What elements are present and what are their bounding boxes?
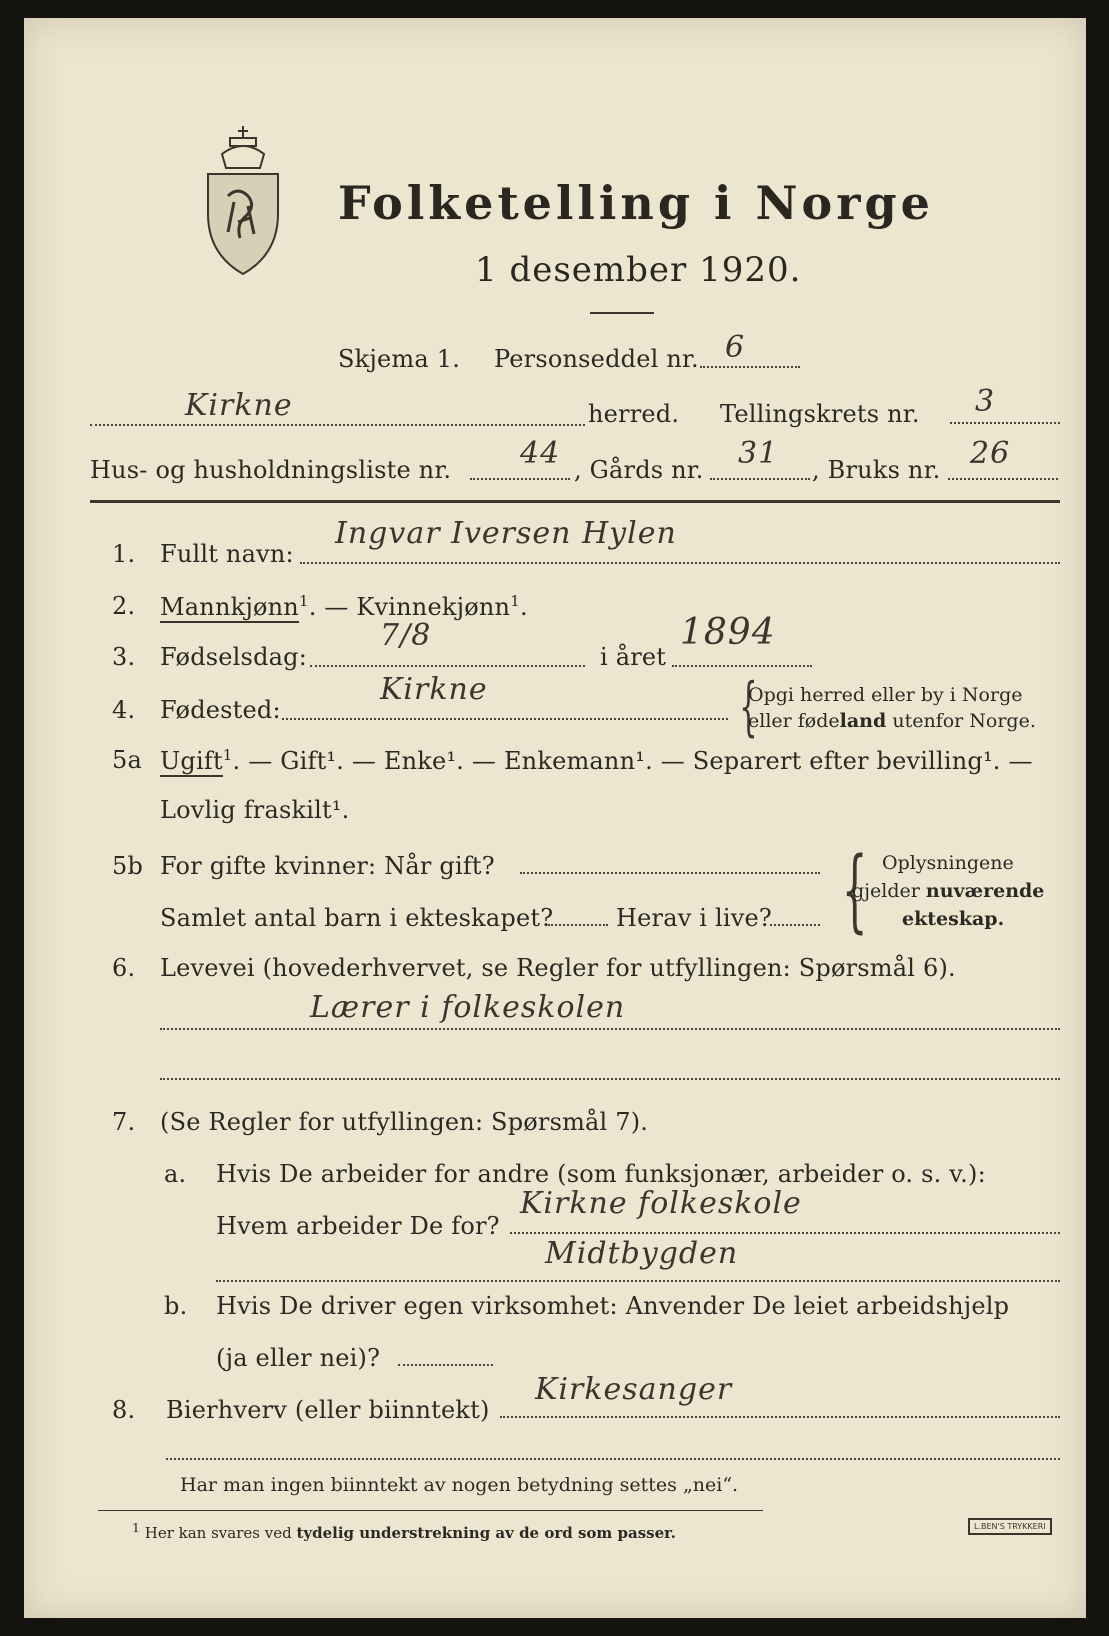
q5b-note3: ekteskap.: [902, 908, 1005, 930]
q6-number: 6.: [112, 954, 136, 982]
q8-line1: [500, 1416, 1060, 1418]
q5b-live-line: [770, 924, 820, 926]
q5b-gift-line: [520, 872, 820, 874]
q1-label: Fullt navn:: [160, 540, 294, 568]
q5b-note2: gjelder nuværende: [852, 880, 1045, 902]
q7a-value1[interactable]: Kirkne folkeskole: [520, 1186, 802, 1221]
personseddel-line: [700, 366, 800, 368]
q5b-note-brace: {: [841, 838, 868, 943]
bruks-value[interactable]: 26: [970, 436, 1011, 471]
q3-line: [310, 665, 585, 667]
husliste-line: [470, 478, 570, 480]
q5b-line2b: Herav i live?: [616, 904, 772, 932]
personseddel-label: Personseddel nr.: [494, 345, 699, 373]
gards-line: [710, 478, 810, 480]
q5a-other-options[interactable]: . — Gift¹. — Enke¹. — Enkemann¹. — Separert efter bevilling¹. —: [232, 747, 1033, 775]
q2-male-option[interactable]: Mannkjønn: [160, 593, 299, 621]
form-date: 1 desember 1920.: [475, 250, 802, 290]
q6-line1: [160, 1028, 1060, 1030]
q4-number: 4.: [112, 696, 136, 724]
personseddel-value[interactable]: 6: [725, 330, 746, 365]
tellingskrets-value[interactable]: 3: [975, 384, 996, 419]
q7b-question: (ja eller nei)?: [216, 1344, 381, 1372]
q2-options: Mannkjønn$^1$. — Kvinnekjønn$^1$.: [160, 592, 528, 621]
husliste-label: Hus- og husholdningsliste nr.: [90, 456, 452, 484]
q4-note-brace: {: [739, 670, 758, 744]
q5b-line2a: Samlet antal barn i ekteskapet?: [160, 904, 554, 932]
norway-coat-of-arms-icon: [200, 126, 286, 278]
gards-label: , Gårds nr.: [574, 456, 704, 484]
q3-year-line: [672, 665, 812, 667]
q6-label: Levevei (hovederhvervet, se Regler for utfyllingen: Spørsmål 6).: [160, 954, 956, 982]
q5a-number: 5a: [112, 746, 142, 774]
q8-label: Bierhverv (eller biinntekt): [166, 1396, 490, 1424]
herred-value[interactable]: Kirkne: [185, 388, 293, 423]
herred-label: herred.: [588, 400, 680, 428]
q6-value[interactable]: Lærer i folkeskolen: [310, 990, 626, 1025]
tellingskrets-line: [950, 422, 1060, 424]
schema-label: Skjema 1.: [338, 345, 461, 373]
q7a-value2[interactable]: Midtbygden: [545, 1236, 739, 1271]
tellingskrets-label: Tellingskrets nr.: [720, 400, 920, 428]
q3-label: Fødselsdag:: [160, 643, 307, 671]
q5b-line1: For gifte kvinner: Når gift?: [160, 852, 495, 880]
q7a-text: Hvis De arbeider for andre (som funksjonær, arbeider o. s. v.):: [216, 1160, 986, 1188]
q4-label: Fødested:: [160, 696, 281, 724]
printer-stamp: L.BEN'S TRYKKERI: [968, 1518, 1052, 1535]
q3-year-value[interactable]: 1894: [680, 612, 776, 653]
header-divider: [90, 500, 1060, 503]
gards-value[interactable]: 31: [738, 436, 779, 471]
q4-note-line1: Opgi herred eller by i Norge: [748, 684, 1023, 706]
footnote: $^1$ Her kan svares ved tydelig understrekning av de ord som passer.: [132, 1520, 676, 1542]
q5a-options: Ugift$^1$. — Gift¹. — Enke¹. — Enkemann¹. — Separert efter bevilling¹. —: [160, 746, 1033, 775]
footnote-divider: [98, 1510, 763, 1511]
q3-number: 3.: [112, 643, 136, 671]
q1-value[interactable]: Ingvar Iversen Hylen: [335, 516, 677, 551]
q1-number: 1.: [112, 540, 136, 568]
q7-number: 7.: [112, 1108, 136, 1136]
bruks-label: , Bruks nr.: [812, 456, 941, 484]
q5b-note1: Oplysningene: [882, 852, 1014, 874]
q5b-number: 5b: [112, 852, 144, 880]
q7b-line: [398, 1364, 493, 1366]
bruks-line: [948, 478, 1058, 480]
q7a-number: a.: [164, 1160, 187, 1188]
q7b-text: Hvis De driver egen virksomhet: Anvender De leiet arbeidshjelp: [216, 1292, 1010, 1320]
husliste-value[interactable]: 44: [520, 436, 561, 471]
q7b-number: b.: [164, 1292, 188, 1320]
herred-line: [90, 424, 585, 426]
q6-line2: [160, 1078, 1060, 1080]
q5b-barn-line: [548, 924, 608, 926]
q4-line: [282, 718, 728, 720]
q3-year-label: i året: [600, 643, 667, 671]
q7a-line2: [216, 1280, 1060, 1282]
q5a-line2[interactable]: Lovlig fraskilt¹.: [160, 796, 350, 824]
q4-value[interactable]: Kirkne: [380, 672, 488, 707]
q1-line: [300, 562, 1060, 564]
title-divider: [590, 312, 654, 314]
q4-note-line2: eller fødeland utenfor Norge.: [748, 710, 1036, 732]
q5a-ugift-option[interactable]: Ugift: [160, 747, 223, 775]
q8-number: 8.: [112, 1396, 136, 1424]
q2-female-option[interactable]: Kvinnekjønn: [356, 593, 511, 621]
form-title: Folketelling i Norge: [338, 176, 934, 230]
q8-line2: [166, 1458, 1060, 1460]
biinntekt-note: Har man ingen biinntekt av nogen betydning settes „nei“.: [180, 1474, 739, 1496]
q8-value[interactable]: Kirkesanger: [535, 1372, 733, 1407]
q3-value[interactable]: 7/8: [380, 618, 432, 653]
q7a-line1: [510, 1232, 1060, 1234]
q2-number: 2.: [112, 592, 136, 620]
q7-label: (Se Regler for utfyllingen: Spørsmål 7).: [160, 1108, 649, 1136]
q7a-question: Hvem arbeider De for?: [216, 1212, 500, 1240]
